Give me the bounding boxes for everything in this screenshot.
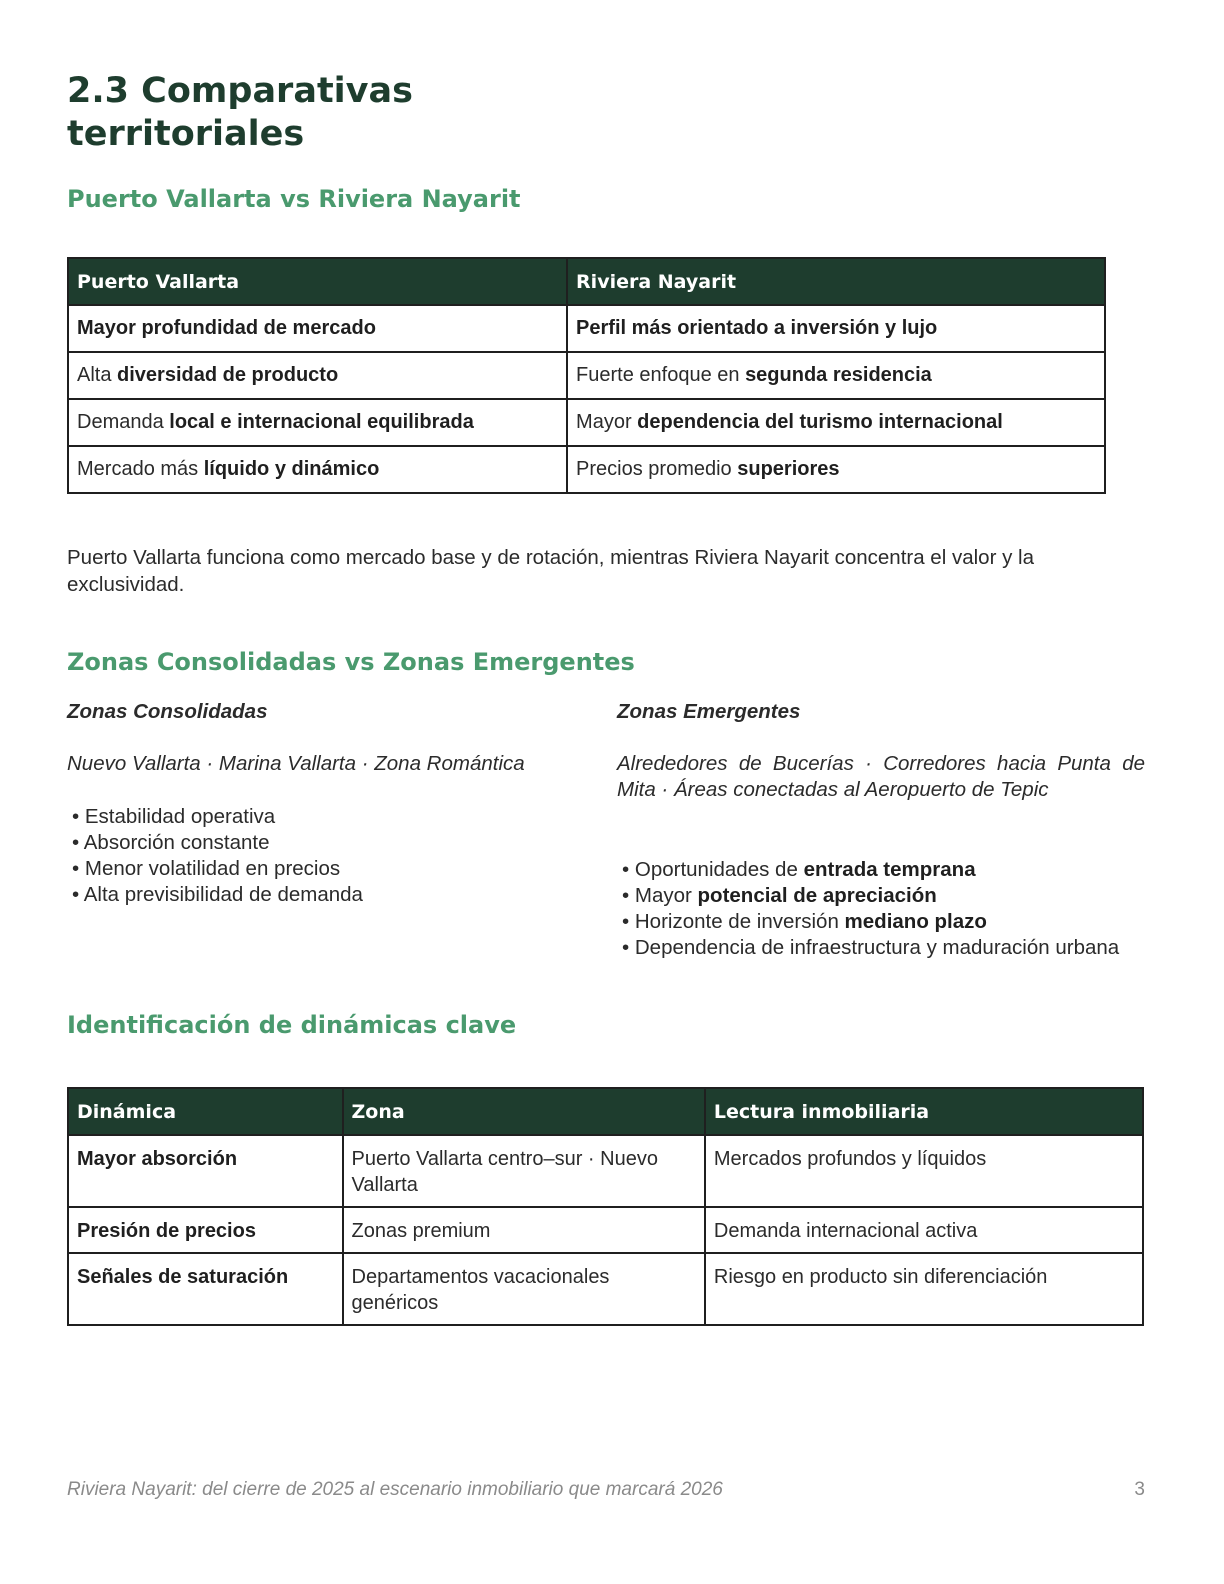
list-item: • Dependencia de infraestructura y maduración urbana (622, 936, 1120, 959)
cell-text: Fuerte enfoque en (576, 364, 746, 386)
cell-bold-text: Perfil más orientado a inversión y lujo (576, 317, 938, 339)
table-header-cell: Riviera Nayarit (567, 258, 1105, 305)
section-heading-zonas: Zonas Consolidadas vs Zonas Emergentes (67, 648, 635, 676)
cell-bold-text: superiores (737, 458, 840, 480)
consolidated-zones-list: Nuevo Vallarta · Marina Vallarta · Zona Romántica (67, 752, 525, 775)
cell-text: Mayor (576, 411, 638, 433)
list-item: • Estabilidad operativa (72, 805, 276, 828)
emergent-zones-list: Alrededores de Bucerías · Corredores hacia Punta de Mita · Áreas conectadas al Aeropuerto de Tepic (617, 752, 1145, 801)
page-title: 2.3 Comparativas territoriales (67, 71, 413, 154)
table-cell (68, 305, 567, 352)
table-row (68, 446, 1105, 493)
table-cell: Señales de saturación (68, 1253, 343, 1325)
section-heading-pv-vs-rn: Puerto Vallarta vs Riviera Nayarit (67, 185, 521, 213)
table-cell (68, 352, 567, 399)
consolidated-heading: Zonas Consolidadas (67, 700, 268, 723)
table-cell: Mercados profundos y líquidos (705, 1135, 1143, 1207)
cell-text: Precios promedio (576, 458, 738, 480)
table-cell: Demanda internacional activa (705, 1207, 1143, 1253)
list-item: • Alta previsibilidad de demanda (72, 883, 363, 906)
table-cell (567, 399, 1105, 446)
table-header-cell: Puerto Vallarta (68, 258, 567, 305)
table-header-cell: Dinámica (68, 1088, 343, 1135)
table-header-row (68, 1088, 1143, 1135)
dynamics-table (67, 1087, 1144, 1326)
table-row (68, 305, 1105, 352)
table-cell (567, 305, 1105, 352)
table-cell: Zonas premium (343, 1207, 705, 1253)
cell-text: Demanda (77, 411, 170, 433)
comparison-table (67, 257, 1106, 494)
table-row (68, 1135, 1143, 1207)
cell-bold-text: diversidad de producto (117, 364, 339, 386)
cell-text: Alta (77, 364, 118, 386)
emergent-bullet-list (622, 857, 1147, 961)
table-cell (567, 446, 1105, 493)
cell-bold-text: líquido y dinámico (203, 458, 380, 480)
section-heading-dinamicas: Identificación de dinámicas clave (67, 1011, 517, 1039)
page-number: 3 (1134, 1479, 1145, 1500)
cell-bold-text: Mayor profundidad de mercado (77, 317, 376, 339)
list-item: • Absorción constante (72, 831, 270, 854)
table-row (68, 352, 1105, 399)
table-cell (68, 399, 567, 446)
table-cell (68, 446, 567, 493)
table-cell: Puerto Vallarta centro–sur · Nuevo Vallarta (343, 1135, 705, 1207)
table-cell (567, 352, 1105, 399)
cell-bold-text: local e internacional equilibrada (169, 411, 474, 433)
table-cell: Departamentos vacacionales genéricos (343, 1253, 705, 1325)
table-header-cell: Zona (343, 1088, 705, 1135)
table-header-cell: Lectura inmobiliaria (705, 1088, 1143, 1135)
list-item: • Menor volatilidad en precios (72, 857, 341, 880)
cell-bold-text: dependencia del turismo internacional (637, 411, 1003, 433)
emergent-heading: Zonas Emergentes (617, 700, 801, 723)
summary-paragraph: Puerto Vallarta funciona como mercado base y de rotación, mientras Riviera Nayarit concentra el valor y la exclusividad. (67, 546, 1034, 596)
cell-text: Mercado más (77, 458, 204, 480)
consolidated-bullet-list (72, 804, 592, 908)
cell-bold-text: segunda residencia (745, 364, 932, 386)
footer-note: Riviera Nayarit: del cierre de 2025 al escenario inmobiliario que marcará 2026 (67, 1479, 723, 1500)
table-row (68, 399, 1105, 446)
table-cell: Mayor absorción (68, 1135, 343, 1207)
table-cell: Riesgo en producto sin diferenciación (705, 1253, 1143, 1325)
list-item: • Mayor potencial de apreciación (622, 884, 937, 907)
table-header-row (68, 258, 1105, 305)
table-row (68, 1253, 1143, 1325)
table-row (68, 1207, 1143, 1253)
list-item: • Oportunidades de entrada temprana (622, 858, 976, 881)
table-cell: Presión de precios (68, 1207, 343, 1253)
list-item: • Horizonte de inversión mediano plazo (622, 910, 987, 933)
